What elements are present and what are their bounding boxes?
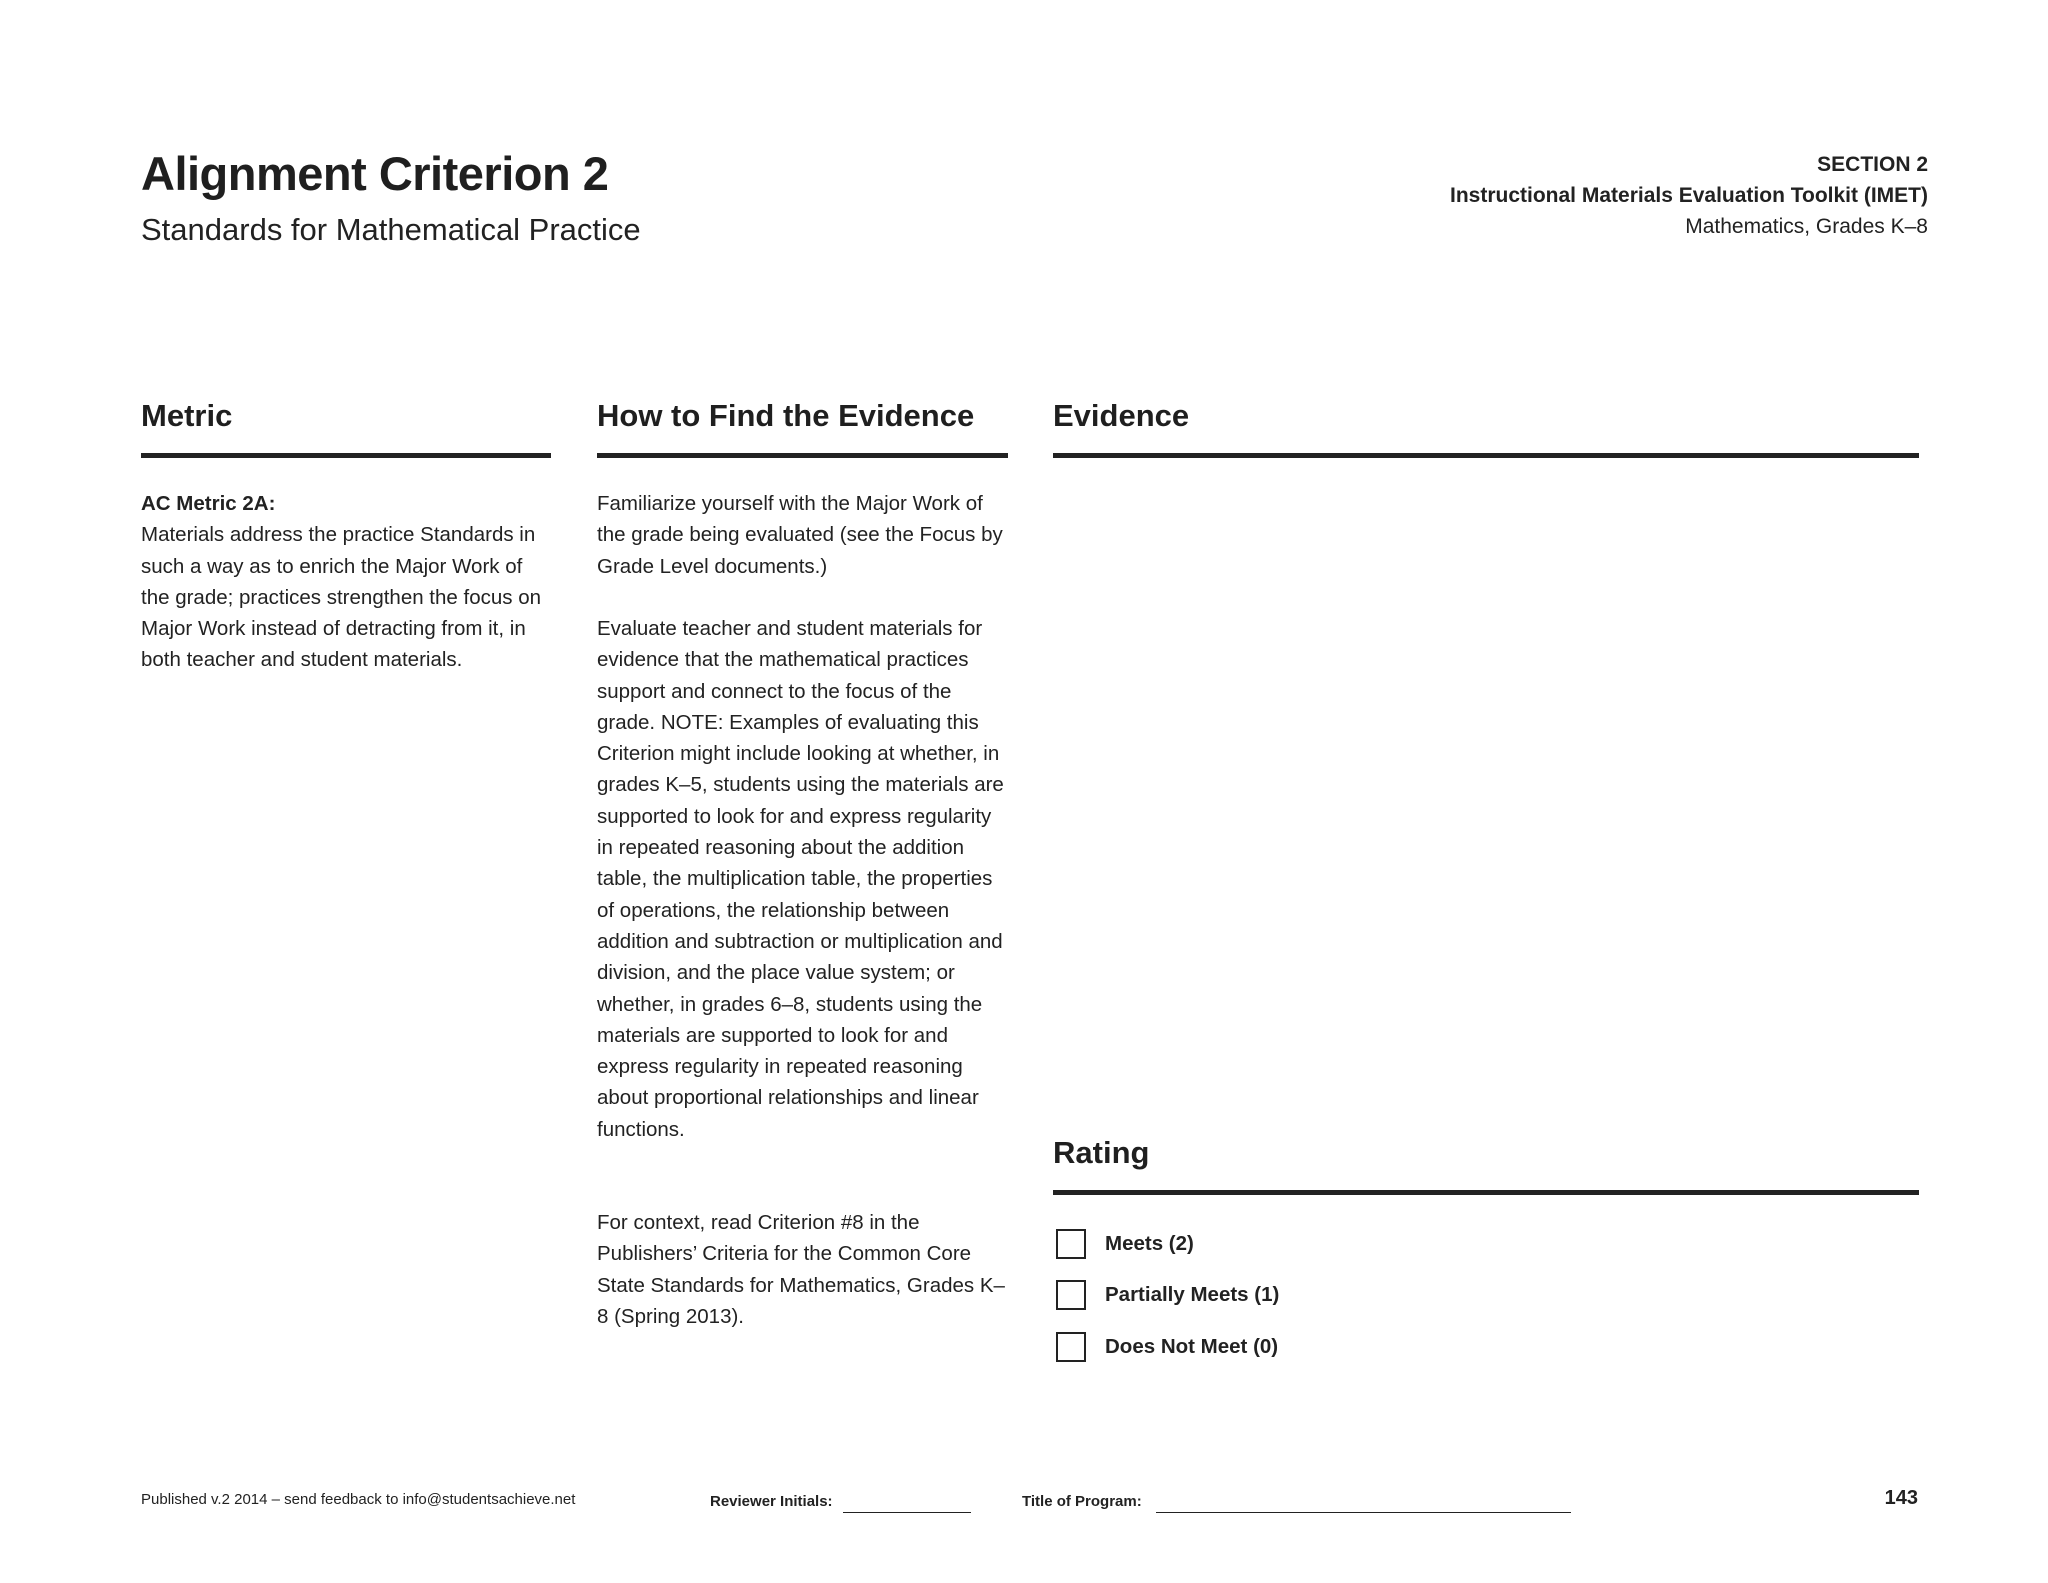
how-to-find-para-3: For context, read Criterion #8 in the Publishers’ Criteria for the Common Core State Standards for Mathematics, Grades K–8 (Spring 2013). xyxy=(597,1211,1005,1328)
metric-label: AC Metric 2A: xyxy=(141,492,276,515)
page-subtitle: Standards for Mathematical Practice xyxy=(141,212,641,247)
rating-option-does-not-meet[interactable] xyxy=(1056,1332,1278,1362)
metric-rule xyxy=(141,453,551,458)
evidence-area[interactable] xyxy=(1053,470,1919,1120)
metric-heading: Metric xyxy=(141,398,233,433)
rating-rule xyxy=(1053,1190,1919,1195)
meets-checkbox[interactable] xyxy=(1056,1229,1086,1259)
how-to-find-heading: How to Find the Evidence xyxy=(597,398,975,433)
published-note: Published v.2 2014 – send feedback to info@studentsachieve.net xyxy=(141,1491,576,1508)
page-number: 143 xyxy=(1884,1487,1918,1509)
how-to-find-para-1: Familiarize yourself with the Major Work of the grade being evaluated (see the Focus by Grade Level documents.) xyxy=(597,492,1003,578)
rating-heading: Rating xyxy=(1053,1135,1150,1170)
toolkit-name: Instructional Materials Evaluation Toolkit (IMET) xyxy=(1450,184,1928,207)
evidence-heading: Evidence xyxy=(1053,398,1190,433)
how-to-find-rule xyxy=(597,453,1008,458)
evidence-rule xyxy=(1053,453,1919,458)
subject-grades: Mathematics, Grades K–8 xyxy=(1685,215,1928,238)
rating-option-partially-meets[interactable] xyxy=(1056,1280,1279,1310)
metric-text: Materials address the practice Standards in such a way as to enrich the Major Work of the grade; practices strengthen the focus on Major Work instead of detracting from it, in both teacher and student materials. xyxy=(141,523,542,672)
section-info xyxy=(1450,149,1928,242)
title-of-program-label: Title of Program: xyxy=(1022,1493,1142,1510)
rating-option-meets[interactable] xyxy=(1056,1229,1194,1259)
does-not-meet-checkbox[interactable] xyxy=(1056,1332,1086,1362)
metric-body xyxy=(141,488,551,676)
reviewer-initials-label: Reviewer Initials: xyxy=(710,1493,833,1510)
section-label: SECTION 2 xyxy=(1817,153,1928,176)
how-to-find-para-2: Evaluate teacher and student materials for evidence that the mathematical practices support and connect to the focus of the grade. NOTE: Examples of evaluating this Criterion might include looking at whether, in grades K–5, students using the materials are supported to look for and express regularity in repeated reasoning about the addition table, the multiplication table, the properties of operations, the relationship between addition and subtraction or multiplication and division, and the place value system; or whether, in grades 6–8, students using the materials are supported to look for and express regularity in repeated reasoning about proportional relationships and linear functions. xyxy=(597,617,1004,1141)
partially-meets-checkbox[interactable] xyxy=(1056,1280,1086,1310)
does-not-meet-label: Does Not Meet (0) xyxy=(1105,1335,1279,1358)
partially-meets-label: Partially Meets (1) xyxy=(1105,1283,1280,1306)
reviewer-initials-field[interactable] xyxy=(843,1492,971,1513)
page-title: Alignment Criterion 2 xyxy=(141,147,609,200)
title-of-program-field[interactable] xyxy=(1156,1492,1571,1513)
meets-label: Meets (2) xyxy=(1105,1232,1194,1255)
